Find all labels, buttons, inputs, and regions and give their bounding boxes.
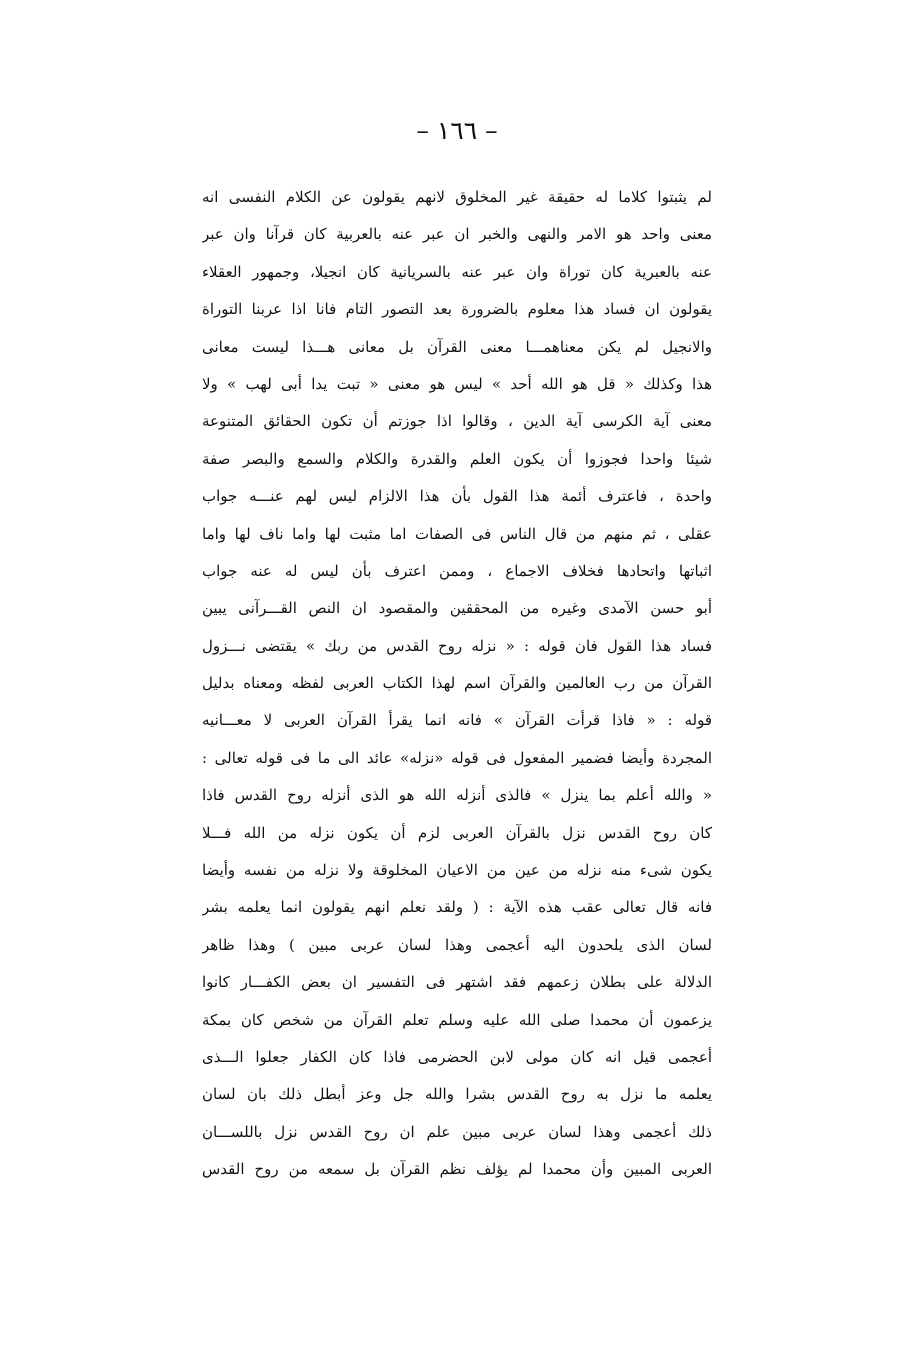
text-line: لم يثبتوا كلاما له حقيقة غير المخلوق لانهم يقولون عن الكلام النفسى انه	[202, 188, 712, 206]
text-line: يزعمون أن محمدا صلى الله عليه وسلم تعلم القرآن من شخص كان بمكة	[202, 1010, 712, 1029]
text-line: معنى آية الكرسى آية الدين ، وقالوا اذا جوزتم أن تكون الحقائق المتنوعة	[202, 412, 712, 431]
text-line: الدلالة على بطلان زعمهم فقد اشتهر فى التفسير ان بعض الكفـــار كانوا	[202, 973, 712, 992]
text-line: فانه قال تعالى عقب هذه الآية : ( ولقد نعلم انهم يقولون انما يعلمه بشر	[202, 898, 712, 917]
text-line: فساد هذا القول فان قوله : « نزله روح القدس من ربك » يقتضى نـــزول	[202, 636, 712, 655]
text-line: كان روح القدس نزل بالقرآن العربى لزم أن يكون نزله من الله فـــلا	[202, 823, 712, 842]
text-line: يعلمه ما نزل به روح القدس بشرا والله جل وعز أبطل ذلك بان لسان	[202, 1085, 712, 1104]
text-line: عقلى ، ثم منهم من قال الناس فى الصفات اما مثبت لها واما ناف لها واما	[202, 524, 712, 543]
text-line: المجردة وأيضا فضمير المفعول فى قوله «نزله» عائد الى ما فى قوله تعالى :	[202, 748, 712, 767]
text-line: اثباتها واتحادها فخلاف الاجماع ، وممن اعترف بأن ليس له عنه جواب	[202, 561, 712, 580]
text-line: القرآن من رب العالمين والقرآن اسم لهذا الكتاب العربى لفظه ومعناه بدليل	[202, 674, 712, 693]
text-line: واحدة ، فاعترف أئمة هذا القول بأن هذا الالزام ليس لهم عنـــه جواب	[202, 487, 712, 506]
text-line: عنه بالعبرية كان توراة وان عبر عنه بالسريانية كان انجيلا، وجمهور العقلاء	[202, 262, 712, 281]
text-line: شيئا واحدا فجوزوا أن يكون العلم والقدرة والكلام والسمع والبصر صفة	[202, 449, 712, 468]
text-line: قوله : « فاذا قرأت القرآن » فانه انما يقرأ القرآن العربى لا معـــانيه	[202, 711, 712, 730]
text-line: العربى المبين وأن محمدا لم يؤلف نظم القرآن بل سمعه من روح القدس	[202, 1160, 712, 1179]
text-line: لسان الذى يلحدون اليه أعجمى وهذا لسان عربى مبين ) وهذا ظاهر	[202, 935, 712, 954]
text-line: يكون شىء منه نزله من عين من الاعيان المخلوقة ولا نزله من نفسه وأيضا	[202, 861, 712, 880]
text-line: « والله أعلم بما ينزل » فالذى أنزله الله هو الذى أنزله روح القدس فاذا	[202, 786, 712, 805]
page-number: – ١٦٦ –	[416, 116, 498, 145]
text-line: أبو حسن الآمدى وغيره من المحققين والمقصود ان النص القـــرآنى يبين	[202, 599, 712, 618]
text-line: والانجيل لم يكن معناهمـــا معنى القرآن بل معانى هـــذا ليست معانى	[202, 337, 712, 356]
text-line: ذلك أعجمى وهذا لسان عربى مبين علم ان روح القدس نزل باللســـان	[202, 1122, 712, 1141]
text-line: يقولون ان فساد هذا معلوم بالضرورة بعد التصور التام فانا اذا عربنا التوراة	[202, 300, 712, 319]
text-line: معنى واحد هو الامر والنهى والخبر ان عبر عنه بالعربية كان قرآنا وان عبر	[202, 225, 712, 244]
text-line: هذا وكذلك « قل هو الله أحد » ليس هو معنى « تبت يدا أبى لهب » ولا	[202, 374, 712, 393]
text-line: أعجمى قيل انه كان مولى لابن الحضرمى فاذا كان الكفار جعلوا الـــذى	[202, 1047, 712, 1066]
body-text	[202, 179, 712, 1189]
